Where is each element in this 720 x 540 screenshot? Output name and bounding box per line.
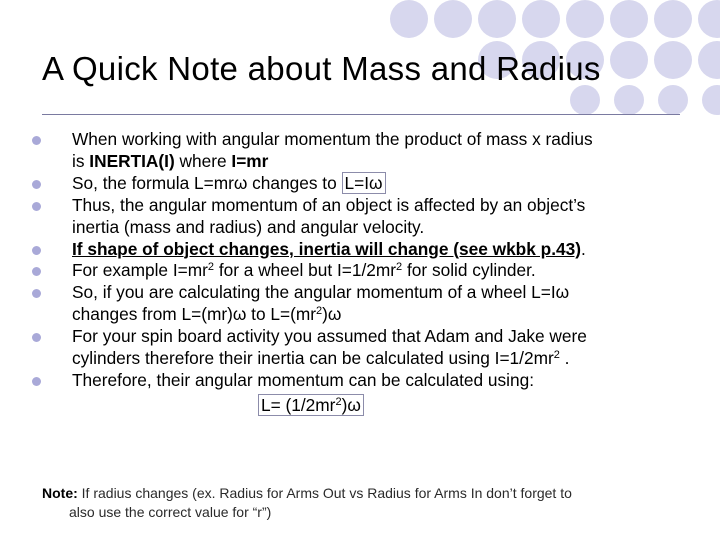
bullet-dot-icon <box>32 246 41 255</box>
formula-box: L=Iω <box>342 172 386 194</box>
title-divider <box>42 114 680 115</box>
bullet-item: Therefore, their angular momentum can be calculated using: $L= (1/2mr^2)\omega$ <box>22 370 692 417</box>
footnote: Note: If radius changes (ex. Radius for Arms Out vs Radius for Arms In don’t forget to also use the correct value for “r”) <box>42 485 572 520</box>
bullet-item: So, the formula L=mrω changes to L=Iω <box>22 173 692 195</box>
bullet-item: For your spin board activity you assumed that Adam and Jake were cylinders therefore their inertia can be calculated using $I=1/2mr^2$ . <box>22 326 692 370</box>
bullet-dot-icon <box>32 180 41 189</box>
bullet-item: For example $I=mr^2$ for a wheel but $I=1/2mr^2$ for solid cylinder. <box>22 260 692 282</box>
note-label: Note: <box>42 485 78 501</box>
bullet-dot-icon <box>32 289 41 298</box>
bullet-dot-icon <box>32 136 41 145</box>
bullet-dot-icon <box>32 333 41 342</box>
bullet-item: If shape of object changes, inertia will change (see wkbk p.43). <box>22 239 692 261</box>
bullet-dot-icon <box>32 377 41 386</box>
formula-box: $L= (1/2mr^2)\omega$ <box>258 394 364 416</box>
bullet-item: When working with angular momentum the product of mass x radius is INERTIA(I) where I=mr <box>22 129 692 173</box>
bullet-list <box>22 129 692 417</box>
bullet-dot-icon <box>32 267 41 276</box>
bullet-item: So, if you are calculating the angular momentum of a wheel L=Iω changes from L=(mr)ω to $L=(mr^2)\omega$ <box>22 282 692 326</box>
bullet-item: Thus, the angular momentum of an object is affected by an object’s inertia (mass and radius) and angular velocity. <box>22 195 692 239</box>
slide-title: A Quick Note about Mass and Radius <box>42 50 601 87</box>
bullet-dot-icon <box>32 202 41 211</box>
